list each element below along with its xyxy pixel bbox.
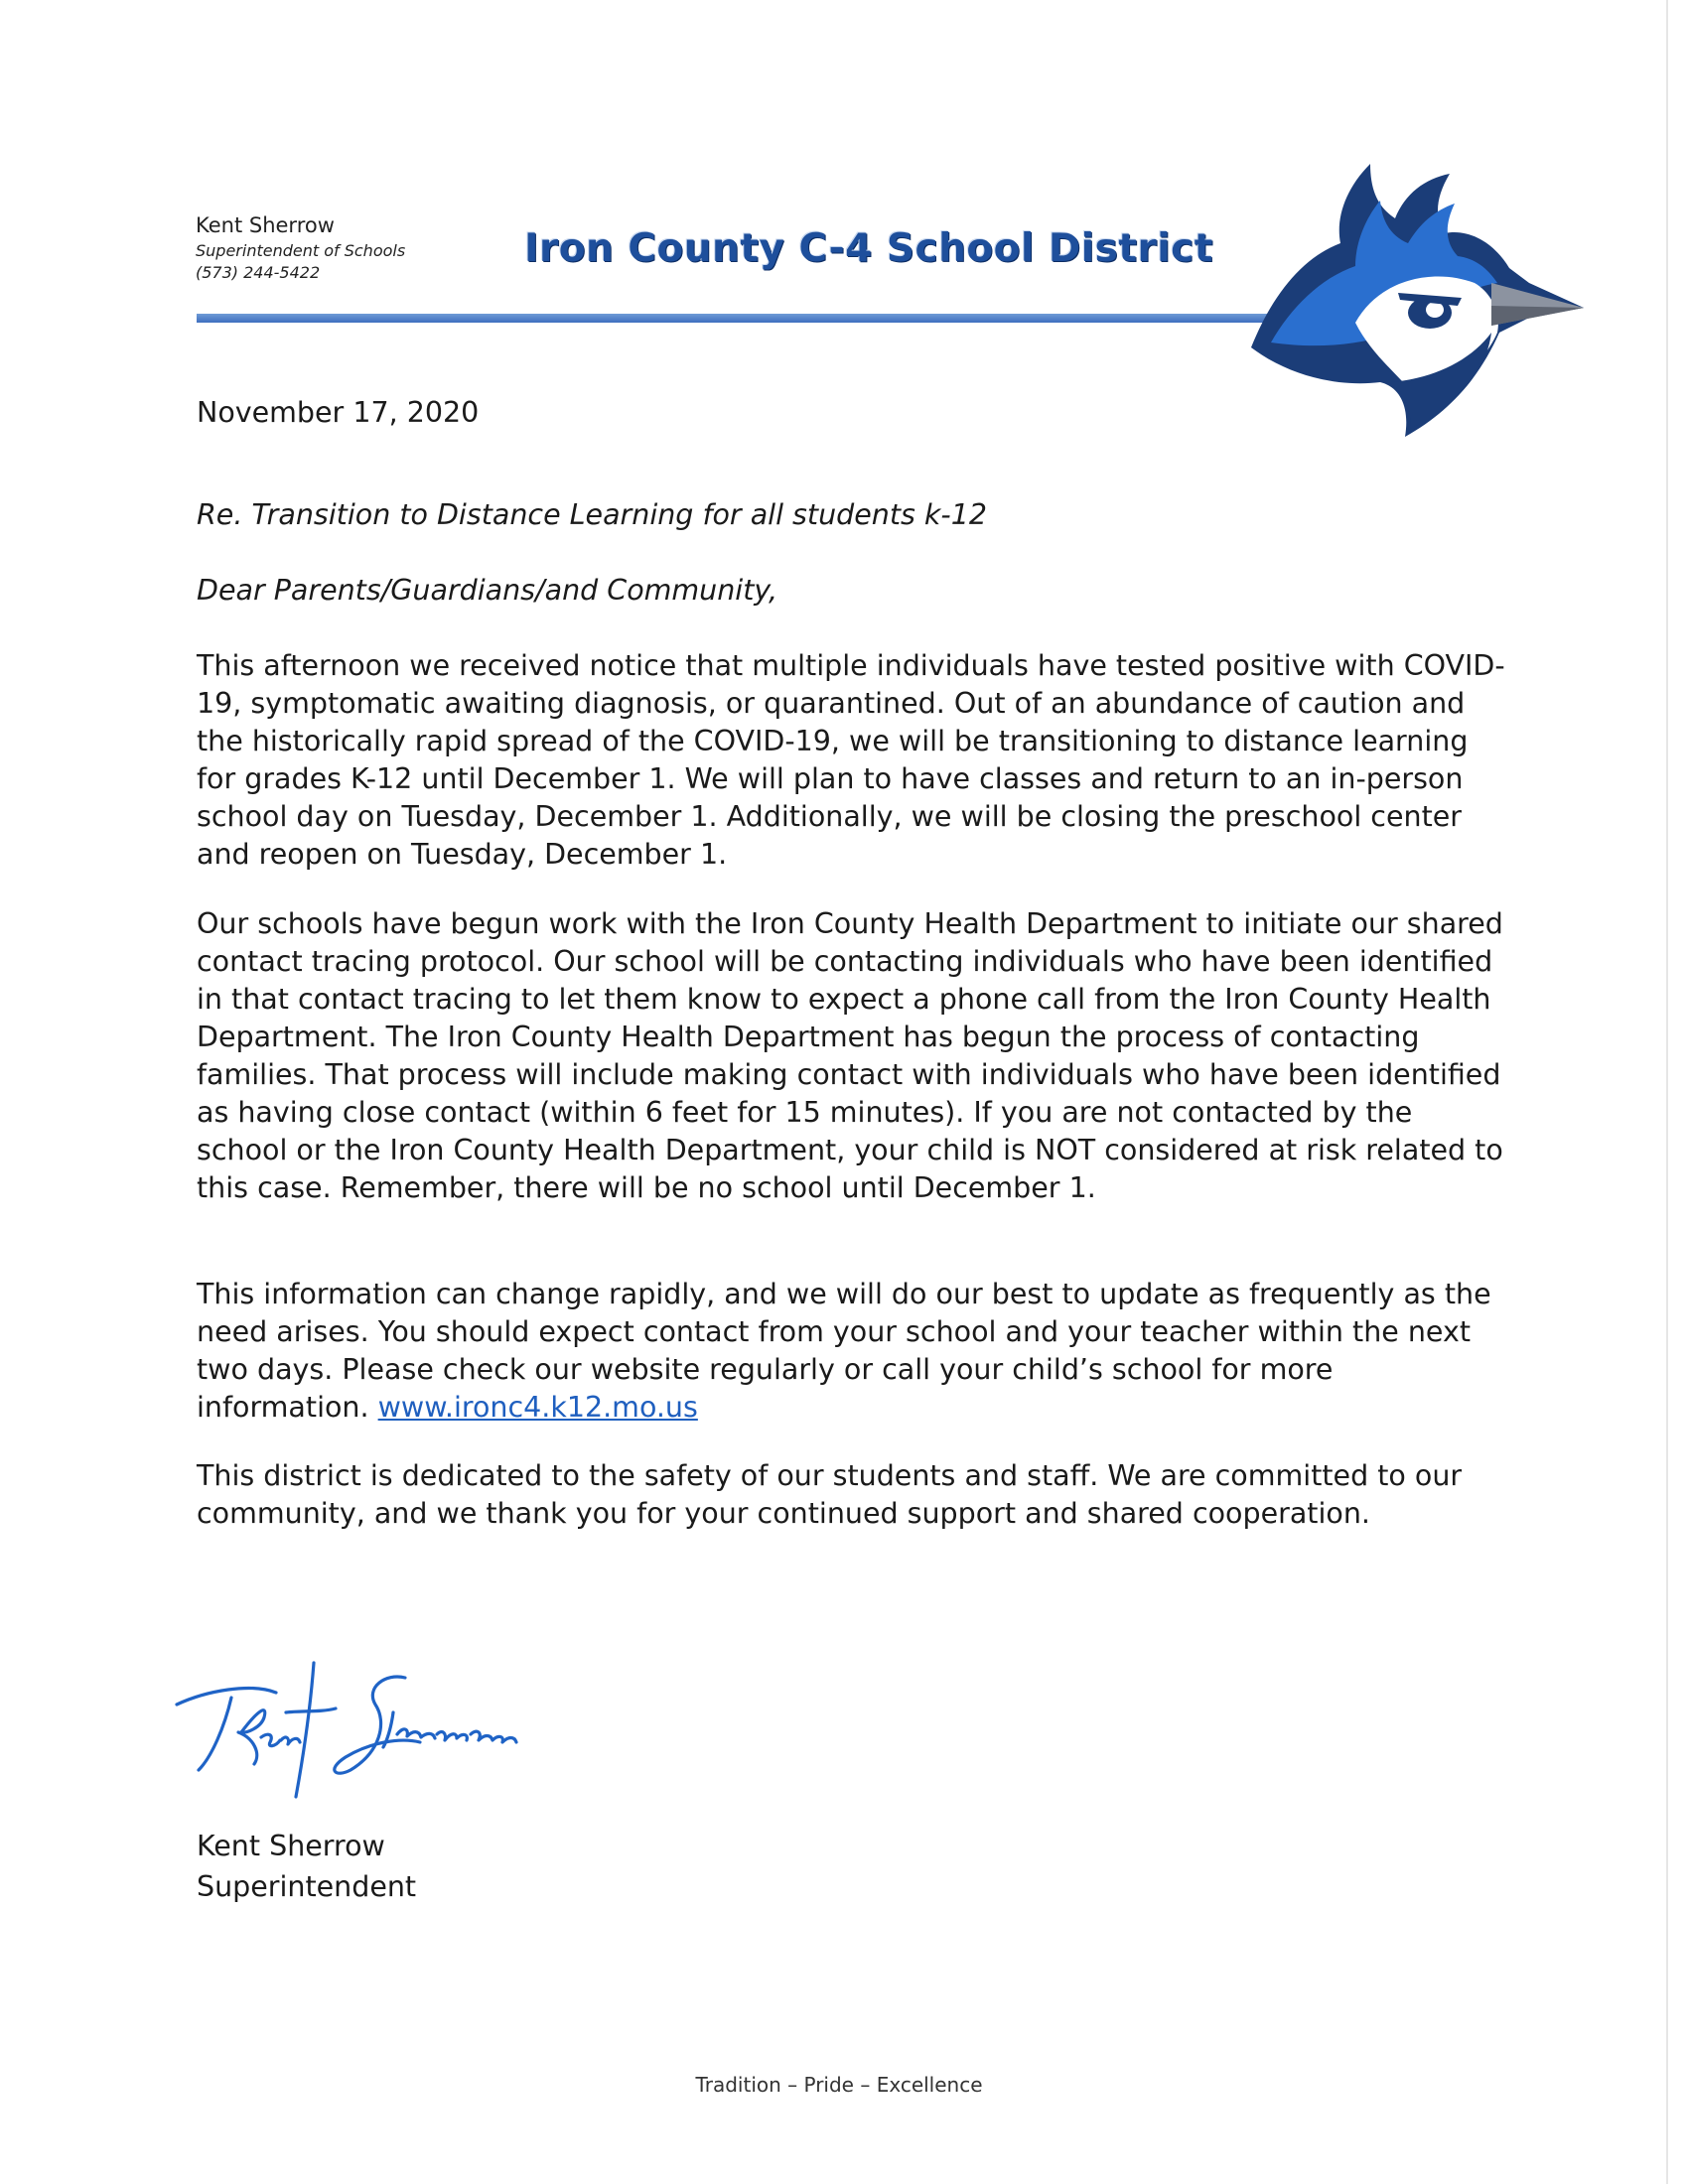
paragraph-4: This district is dedicated to the safety of our students and staff. We are committed to our community, and we thank you for your continued support and shared cooperation. bbox=[197, 1459, 1463, 1530]
letter-date: November 17, 2020 bbox=[197, 396, 480, 429]
paragraph-3 bbox=[197, 1276, 1507, 1427]
subject-line: Re. Transition to Distance Learning for all students k-12 bbox=[197, 498, 987, 531]
letterhead-name: Kent Sherrow bbox=[196, 213, 335, 237]
paragraph-3-text: This information can change rapidly, and we will do our best to update as frequently as the need arises. You should expect contact from your school and your teacher within the next two days. Please check our website regularly or call your child’s school for more information. bbox=[197, 1278, 1491, 1424]
salutation: Dear Parents/Guardians/and Community, bbox=[197, 574, 778, 607]
district-name: Iron County C-4 School District bbox=[524, 226, 1213, 271]
paragraph-1: This afternoon we received notice that multiple individuals have tested positive with COVID-19, symptomatic awaiting diagnosis, or quarantined. Out of an abundance of caution and the historically rapid spread of the COVID-19, we will be transitioning to distance learning for grades K-12 until December 1. We will plan to have classes and return to an in-person school day on Tuesday, December 1. Additionally, we will be closing the preschool center and reopen on Tuesday, December 1. bbox=[197, 649, 1505, 871]
closing-title: Superintendent bbox=[197, 1870, 417, 1903]
closing-name: Kent Sherrow bbox=[197, 1830, 385, 1862]
letterhead-phone: (573) 244-5422 bbox=[196, 263, 321, 282]
website-link[interactable]: www.ironc4.k12.mo.us bbox=[377, 1391, 698, 1424]
handwritten-signature bbox=[167, 1643, 544, 1802]
footer-motto: Tradition – Pride – Excellence bbox=[695, 2073, 983, 2097]
scan-edge-line bbox=[1666, 0, 1668, 2184]
letterhead-title: Superintendent of Schools bbox=[196, 241, 406, 260]
paragraph-2: Our schools have begun work with the Iron County Health Department to initiate our shared contact tracing protocol. Our school will be contacting individuals who have been identified in that contact tracing to let them know to expect a phone call from the Iron County Health Department. The Iron County Health Department has begun the process of contacting families. That process will include making contact with individuals who have been identified as having close contact (within 6 feet for 15 minutes). If you are not contacted by the school or the Iron County Health Department, your child is NOT considered at risk related to this case. Remember, there will be no school until December 1. bbox=[197, 907, 1503, 1204]
letterhead-rule bbox=[197, 314, 1309, 323]
